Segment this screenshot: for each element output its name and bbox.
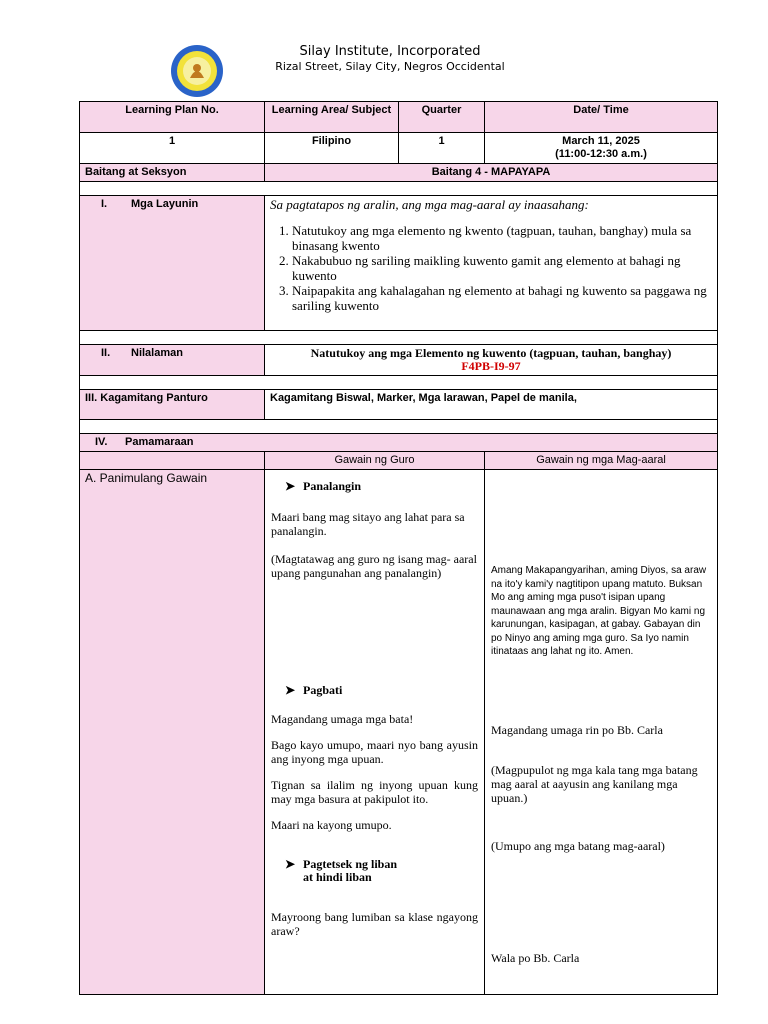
- spacer-row: [80, 376, 718, 390]
- nilalaman-label: Nilalaman: [131, 347, 183, 359]
- spacer-row: [80, 420, 718, 434]
- learning-area-value: Filipino: [265, 133, 399, 164]
- layunin-label: Mga Layunin: [131, 198, 199, 210]
- arrow-bullet-icon: ➤: [285, 479, 296, 493]
- pagtetsek-head-text-2: at hindi liban: [303, 870, 372, 884]
- panimula-label: A. Panimulang Gawain: [80, 470, 265, 995]
- baitang-value: Baitang 4 - MAPAYAPA: [265, 164, 718, 182]
- layunin-intro: Sa pagtatapos ng aralin, ang mga mag-aaral ay inaasahang:: [270, 197, 589, 212]
- date-value: March 11, 2025: [562, 135, 640, 147]
- pagbati-student-1: Magandang umaga rin po Bb. Carla: [491, 722, 663, 737]
- panalangin-guro-1: Maari bang mag sitayo ang lahat para sa panalangin.: [271, 510, 465, 538]
- panalangin-student: Amang Makapangyarihan, aming Diyos, sa araw na ito'y kami'y nagtitipon upang matuto. Buksan Mo ang aming mga puso't isipan upang maunawaan ang mga aralin. Bigyan Mo kami ng karunungan, kasipagan, at gabay. Gabayan din po Ninyo ang aming mga guro. Sa Iyo namin itinataas ang lahat ng ito. Amen.: [491, 565, 707, 657]
- school-name: Silay Institute, Incorporated: [299, 44, 481, 59]
- date-time-value: [485, 133, 718, 164]
- header-date-time: Date/ Time: [485, 102, 718, 133]
- layunin-item: 2. Nakabubuo ng sariling maikling kuwento gamit ang elemento at bahagi ng kuwento: [292, 253, 712, 283]
- pagbati-guro-3: Tignan sa ilalim ng inyong upuan kung may mga basura at pakipulot ito.: [271, 778, 478, 806]
- nilalaman-content: [265, 345, 718, 376]
- layunin-content: [265, 196, 718, 331]
- layunin-list: [270, 223, 712, 313]
- time-value: (11:00-12:30 a.m.): [555, 148, 647, 160]
- nilalaman-num: II.: [101, 347, 111, 359]
- baitang-label: Baitang at Seksyon: [80, 164, 265, 182]
- panalangin-heading: [285, 480, 478, 500]
- pamamaraan-row: [80, 434, 718, 452]
- kagamitan-label: III. Kagamitang Panturo: [80, 390, 265, 420]
- pagtetsek-heading: [285, 858, 478, 884]
- gawain-magaaral-cell: [485, 470, 718, 995]
- learning-plan-no-value: 1: [80, 133, 265, 164]
- pagbati-student-2: (Magpupulot ng mga kala tang mga batang mag aaral at aayusin ang kanilang mga upuan.): [491, 762, 698, 805]
- header-learning-plan-no: Learning Plan No.: [80, 102, 265, 133]
- gawain-guro-cell: [265, 470, 485, 995]
- spacer-row: [80, 331, 718, 345]
- layunin-num: I.: [101, 198, 108, 210]
- quarter-value: 1: [399, 133, 485, 164]
- nilalaman-value: Natutukoy ang mga Elemento ng kuwento (tagpuan, tauhan, banghay): [310, 346, 672, 360]
- pagtetsek-head-text-1: Pagtetsek ng liban: [303, 857, 398, 871]
- pagtetsek-guro: Mayroong bang lumiban sa klase ngayong araw?: [271, 910, 478, 938]
- panalangin-head-text: Panalangin: [303, 479, 362, 493]
- arrow-bullet-icon: ➤: [285, 683, 296, 697]
- arrow-bullet-icon: ➤: [285, 857, 296, 871]
- layunin-item: 3. Naipapakita ang kahalagahan ng elemento at bahagi ng kuwento sa paggawa ng sariling kuwento: [292, 283, 712, 313]
- school-address: Rizal Street, Silay City, Negros Occidental: [275, 60, 505, 73]
- pagbati-guro-2: Bago kayo umupo, maari nyo bang ayusin ang inyong mga upuan.: [271, 738, 478, 766]
- school-seal-logo: [170, 44, 224, 98]
- nilalaman-label-cell: [80, 345, 265, 376]
- pagbati-guro-4: Maari na kayong umupo.: [271, 818, 392, 832]
- pagbati-heading: [285, 684, 478, 704]
- col-gawain-guro: Gawain ng Guro: [265, 452, 485, 470]
- layunin-item: 1. Natutukoy ang mga elemento ng kwento (tagpuan, tauhan, banghay) mula sa binasang kwento: [292, 223, 712, 253]
- header-learning-area: Learning Area/ Subject: [265, 102, 399, 133]
- kagamitan-value: Kagamitang Biswal, Marker, Mga larawan, Papel de manila,: [265, 390, 718, 420]
- pagbati-guro-1: Magandang umaga mga bata!: [271, 712, 414, 726]
- pagbati-student-3: (Umupo ang mga batang mag-aaral): [491, 838, 665, 853]
- panalangin-guro-2: (Magtatawag ang guro ng isang mag- aaral upang pangunahan ang panalangin): [271, 552, 477, 580]
- empty-cell: [80, 452, 265, 470]
- learning-plan-table: [79, 101, 718, 995]
- nilalaman-code: F4PB-I9-97: [461, 359, 521, 373]
- pagbati-head-text: Pagbati: [303, 683, 343, 697]
- header-quarter: Quarter: [399, 102, 485, 133]
- spacer-row: [80, 182, 718, 196]
- col-gawain-magaaral: Gawain ng mga Mag-aaral: [485, 452, 718, 470]
- pamamaraan-num: IV.: [95, 436, 108, 448]
- pagtetsek-student: Wala po Bb. Carla: [491, 950, 580, 965]
- pamamaraan-label: Pamamaraan: [125, 436, 194, 448]
- layunin-label-cell: [80, 196, 265, 331]
